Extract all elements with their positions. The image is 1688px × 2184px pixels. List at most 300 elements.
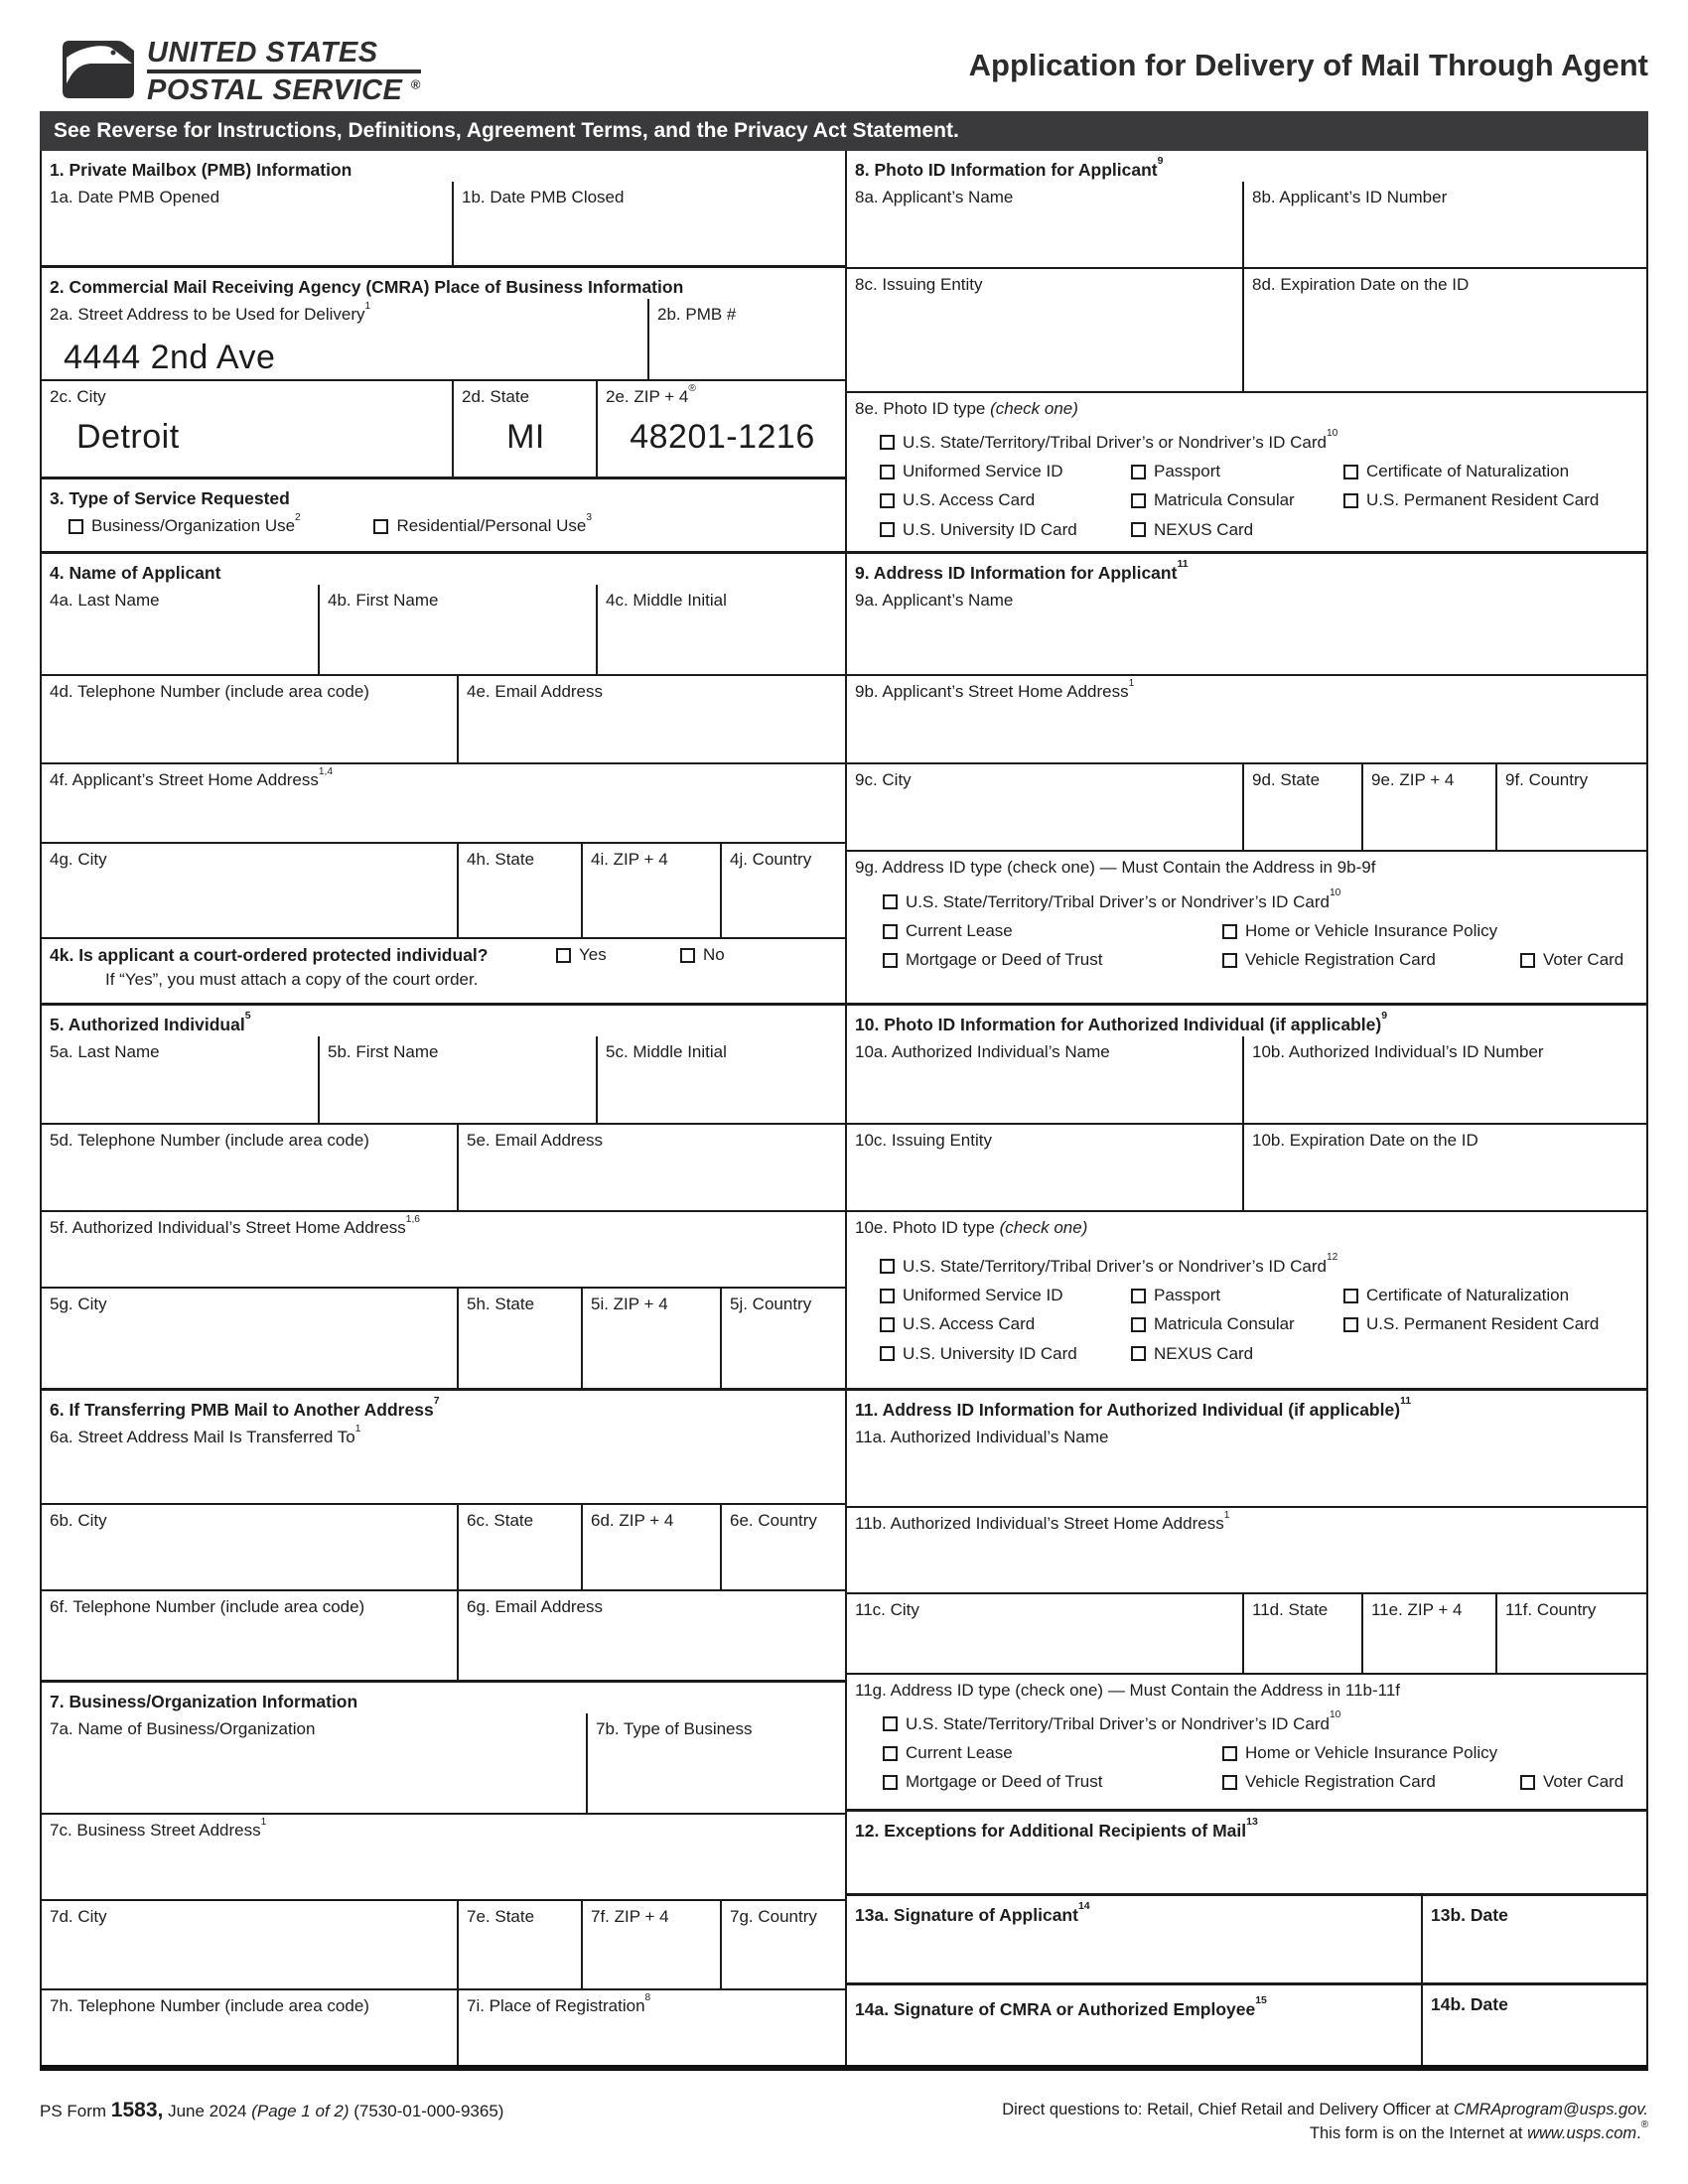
section-7-row-contact: [42, 1988, 845, 2065]
label-11d: 11d. State: [1252, 1600, 1329, 1620]
section-6-transfer-address: [42, 1388, 845, 1680]
section-4-title: 4. Name of Applicant: [50, 563, 221, 583]
section-9-address-id-applicant: [847, 551, 1646, 1003]
registered-mark-icon: ®: [410, 76, 421, 92]
checkbox-9g-home-vehicle-insurance[interactable]: [1222, 921, 1497, 941]
checkbox-11g-current-lease[interactable]: [883, 1743, 1222, 1763]
section-2-cmra-information: [42, 265, 845, 477]
field-9a-applicant-name[interactable]: [847, 585, 1646, 674]
section-11-row-address: [847, 1506, 1646, 1592]
field-5j-country[interactable]: [722, 1289, 845, 1388]
section-8-row-2: [847, 267, 1646, 391]
checkbox-8e-uniformed-service-id[interactable]: [880, 462, 1131, 481]
field-6a-street-address[interactable]: [42, 1422, 845, 1503]
field-9g-address-id-type: [847, 852, 1646, 1003]
section-3-options: [42, 511, 845, 539]
label-6b: 6b. City: [50, 1511, 107, 1531]
label-10b: 10b. Authorized Individual’s ID Number: [1252, 1042, 1544, 1062]
section-10-title: 10. Photo ID Information for Authorized Individual (if applicable)$^9$: [855, 1010, 1388, 1034]
field-11a-authorized-name[interactable]: [847, 1422, 1646, 1506]
field-7i-place-of-registration[interactable]: [459, 1990, 845, 2065]
checkbox-box: [1520, 1775, 1535, 1790]
checkbox-10e-passport[interactable]: [1131, 1286, 1343, 1305]
label-9g: 9g. Address ID type (check one) — Must Contain the Address in 9b-9f: [855, 858, 1376, 878]
checkbox-10e-nexus-card[interactable]: [1131, 1344, 1253, 1364]
field-4e-email[interactable]: [459, 676, 845, 762]
checkbox-box: [1131, 465, 1146, 479]
label-13a: 13a. Signature of Applicant$^{14}$: [855, 1900, 1090, 1925]
field-10a-authorized-name[interactable]: [847, 1036, 1244, 1123]
field-5i-zip4[interactable]: [583, 1289, 722, 1388]
checkbox-box: [883, 894, 898, 909]
field-2a-street-address[interactable]: [42, 299, 649, 379]
label-7e: 7e. State: [467, 1907, 535, 1927]
checkbox-10e-matricula-consular[interactable]: [1131, 1314, 1343, 1334]
field-7f-zip4[interactable]: [583, 1901, 722, 1988]
section-2-row-2: [42, 379, 845, 477]
section-9-row-city: [847, 762, 1646, 850]
section-7-business-information: [42, 1680, 845, 2065]
page-title: Application for Delivery of Mail Through Agent: [968, 48, 1648, 82]
section-11-row-city: [847, 1592, 1646, 1673]
left-column: [42, 151, 847, 2065]
field-5e-email[interactable]: [459, 1125, 845, 1210]
checkbox-box: [880, 493, 895, 508]
field-9f-country[interactable]: [1497, 764, 1646, 850]
field-8d-expiration-date[interactable]: [1244, 269, 1646, 391]
field-11g-address-id-type: [847, 1675, 1646, 1809]
usps-logo-line1: UNITED STATES: [147, 37, 378, 68]
field-7e-state[interactable]: [459, 1901, 583, 1988]
label-11b: 11b. Authorized Individual’s Street Home Address$^1$: [855, 1509, 1230, 1534]
checkbox-box: [883, 953, 898, 968]
label-9b: 9b. Applicant’s Street Home Address$^1$: [855, 677, 1135, 702]
checkbox-label: U.S. State/Territory/Tribal Driver’s or Nondriver’s ID Card$^{10}$: [906, 1709, 1341, 1733]
section-4-row-city: [42, 842, 845, 937]
label-4f: 4f. Applicant’s Street Home Address$^{1,4}$: [50, 765, 334, 790]
usps-logo-line2: POSTAL SERVICE ®: [147, 74, 421, 107]
checkbox-10e-certificate-of-naturalization[interactable]: [1343, 1286, 1569, 1305]
section-6-title: 6. If Transferring PMB Mail to Another Address$^7$: [50, 1395, 440, 1420]
label-2b: 2b. PMB #: [657, 305, 737, 325]
label-8e: 8e. Photo ID type (check one): [855, 399, 1078, 419]
checkbox-box: [880, 435, 895, 450]
field-7d-city[interactable]: [42, 1901, 459, 1988]
section-2-row-1: [42, 299, 845, 379]
field-9b-street-home-address[interactable]: [847, 676, 1646, 762]
label-5h: 5h. State: [467, 1295, 535, 1314]
section-5-row-name: [42, 1036, 845, 1123]
checkbox-10e-us-access-card[interactable]: [880, 1314, 1131, 1334]
label-5j: 5j. Country: [730, 1295, 812, 1314]
section-11-title: 11. Address ID Information for Authorized Individual (if applicable)$^{11}$: [855, 1395, 1412, 1420]
checkbox-9g-voter-card[interactable]: [1520, 950, 1623, 970]
field-2e-zip4[interactable]: [598, 381, 845, 477]
footer-url: www.usps.com: [1527, 2123, 1637, 2142]
checkbox-box: [1131, 1346, 1146, 1361]
checkbox-8e-passport[interactable]: [1131, 462, 1343, 481]
footer-contact-line2: This form is on the Internet at www.usps.com.®: [1309, 2118, 1648, 2142]
checkbox-label: Residential/Personal Use$^3$: [396, 511, 593, 536]
checkbox-10e-permanent-resident-card[interactable]: [1343, 1314, 1599, 1334]
section-10-row-2: [847, 1123, 1646, 1210]
checkbox-9g-vehicle-registration[interactable]: [1222, 950, 1520, 970]
section-3-title: 3. Type of Service Requested: [50, 488, 290, 508]
checkbox-11g-drivers-id-card[interactable]: [883, 1709, 1341, 1734]
field-9c-city[interactable]: [847, 764, 1244, 850]
checkbox-label: U.S. State/Territory/Tribal Driver’s or Nondriver’s ID Card$^{10}$: [903, 428, 1338, 452]
label-4k-note: If “Yes”, you must attach a copy of the court order.: [105, 970, 479, 990]
field-4d-telephone[interactable]: [42, 676, 459, 762]
checkbox-4k-yes[interactable]: [556, 945, 680, 965]
label-8c: 8c. Issuing Entity: [855, 275, 983, 295]
checkbox-label: Mortgage or Deed of Trust: [906, 950, 1103, 970]
checkbox-label: Passport: [1154, 461, 1221, 480]
footer-page-indicator: (Page 1 of 2): [251, 2102, 350, 2120]
label-8d: 8d. Expiration Date on the ID: [1252, 275, 1470, 295]
form-footer: [40, 2071, 1648, 2146]
field-11b-street-home-address[interactable]: [847, 1508, 1646, 1592]
field-6f-telephone[interactable]: [42, 1591, 459, 1680]
right-column: [847, 151, 1646, 2065]
field-6c-state[interactable]: [459, 1505, 583, 1589]
checkbox-box: [880, 522, 895, 537]
label-5b: 5b. First Name: [328, 1042, 439, 1062]
checkbox-8e-university-id-card[interactable]: [880, 520, 1131, 540]
field-9d-state[interactable]: [1244, 764, 1363, 850]
label-5g: 5g. City: [50, 1295, 107, 1314]
checkbox-label: Home or Vehicle Insurance Policy: [1245, 1742, 1498, 1762]
section-9-row-address: [847, 674, 1646, 762]
checkbox-box: [883, 924, 898, 939]
field-5h-state[interactable]: [459, 1289, 583, 1388]
section-7-row-name: [42, 1713, 845, 1813]
field-7c-business-street-address[interactable]: [42, 1815, 845, 1899]
footer-contact-line1: Direct questions to: Retail, Chief Retail and Delivery Officer at CMRAprogram@usps.gov.: [1002, 2101, 1648, 2118]
checkbox-box: [373, 519, 388, 534]
label-2a: 2a. Street Address to be Used for Delivery$^1$: [50, 300, 371, 325]
checkbox-box: [1343, 1317, 1358, 1332]
label-10a: 10a. Authorized Individual’s Name: [855, 1042, 1110, 1062]
field-4f-street-home-address[interactable]: [42, 764, 845, 842]
section-9-title: 9. Address ID Information for Applicant$^{11}$: [855, 558, 1189, 583]
section-10-photo-id-authorized: [847, 1003, 1646, 1388]
label-10e: 10e. Photo ID type (check one): [855, 1218, 1088, 1238]
checkbox-10e-drivers-id-card[interactable]: [880, 1252, 1338, 1277]
field-4h-state[interactable]: [459, 844, 583, 937]
checkbox-label: Matricula Consular: [1154, 1314, 1295, 1334]
field-1a-date-pmb-opened[interactable]: [42, 182, 454, 265]
field-8a-applicant-name[interactable]: [847, 182, 1244, 267]
label-7c: 7c. Business Street Address$^1$: [50, 1816, 267, 1841]
label-9c: 9c. City: [855, 770, 912, 790]
label-7i: 7i. Place of Registration$^8$: [467, 1991, 651, 2016]
field-13a-signature-of-applicant[interactable]: [847, 1896, 1423, 1982]
section-11-row-name: [847, 1422, 1646, 1506]
label-1a: 1a. Date PMB Opened: [50, 188, 220, 207]
checkbox-label: U.S. State/Territory/Tribal Driver’s or Nondriver’s ID Card$^{12}$: [903, 1252, 1338, 1276]
section-4-row-address: [42, 762, 845, 842]
section-3-type-of-service: [42, 477, 845, 551]
label-4c: 4c. Middle Initial: [606, 591, 727, 611]
field-5g-city[interactable]: [42, 1289, 459, 1388]
label-11f: 11f. Country: [1505, 1600, 1597, 1620]
label-6e: 6e. Country: [730, 1511, 817, 1531]
field-7a-business-name[interactable]: [42, 1713, 588, 1813]
checkbox-label: NEXUS Card: [1154, 1343, 1254, 1363]
checkbox-8e-permanent-resident-card[interactable]: [1343, 490, 1599, 510]
checkbox-10e-university-id-card[interactable]: [880, 1344, 1131, 1364]
checkbox-11g-mortgage-deed[interactable]: [883, 1772, 1222, 1792]
label-9a: 9a. Applicant’s Name: [855, 591, 1014, 611]
field-11d-state[interactable]: [1244, 1594, 1363, 1673]
label-14a: 14a. Signature of CMRA or Authorized Employee$^{15}$: [855, 1994, 1267, 2019]
checkbox-box: [1520, 953, 1535, 968]
section-4-row-protected: [42, 937, 845, 1003]
checkbox-label: Certificate of Naturalization: [1366, 1285, 1570, 1304]
section-14-cmra-signature: [847, 1982, 1646, 2065]
footer-ps-form: PS Form: [40, 2102, 111, 2120]
checkbox-11g-vehicle-registration[interactable]: [1222, 1772, 1520, 1792]
footer-form-date: June 2024: [163, 2102, 252, 2120]
field-14a-signature-of-cmra[interactable]: [847, 1985, 1423, 2065]
label-4h: 4h. State: [467, 850, 535, 870]
section-12-title: 12. Exceptions for Additional Recipients of Mail$^{13}$: [855, 1816, 1258, 1841]
label-1b: 1b. Date PMB Closed: [462, 188, 625, 207]
checkbox-box: [1343, 465, 1358, 479]
checkbox-box: [880, 465, 895, 479]
label-4b: 4b. First Name: [328, 591, 439, 611]
checkbox-box: [880, 1317, 895, 1332]
instructions-banner: See Reverse for Instructions, Definitions, Agreement Terms, and the Privacy Act Statement.: [40, 111, 1648, 151]
checkbox-residential-personal-use[interactable]: [373, 511, 593, 536]
checkbox-8e-drivers-id-card[interactable]: [880, 428, 1338, 453]
section-5-title: 5. Authorized Individual$^5$: [50, 1010, 251, 1034]
section-9-row-types: [847, 850, 1646, 1003]
checkbox-10e-uniformed-service-id[interactable]: [880, 1286, 1131, 1305]
label-6g: 6g. Email Address: [467, 1597, 604, 1617]
label-7a: 7a. Name of Business/Organization: [50, 1719, 316, 1739]
checkbox-label: Yes: [579, 945, 607, 965]
label-4d: 4d. Telephone Number (include area code): [50, 682, 369, 702]
field-2d-value: MI: [506, 417, 545, 456]
checkbox-box: [1343, 493, 1358, 508]
field-5a-last-name[interactable]: [42, 1036, 320, 1123]
checkbox-label: Business/Organization Use$^2$: [91, 511, 301, 536]
label-6c: 6c. State: [467, 1511, 534, 1531]
checkbox-9g-current-lease[interactable]: [883, 921, 1222, 941]
checkbox-box: [556, 948, 571, 963]
label-2c: 2c. City: [50, 387, 106, 407]
checkbox-box: [1131, 493, 1146, 508]
field-6e-country[interactable]: [722, 1505, 845, 1589]
checkbox-9g-drivers-id-card[interactable]: [883, 887, 1341, 912]
checkbox-label: Vehicle Registration Card: [1245, 1772, 1436, 1792]
label-5f: 5f. Authorized Individual’s Street Home Address$^{1,6}$: [50, 1213, 420, 1238]
field-2c-city[interactable]: [42, 381, 454, 477]
checkbox-box: [1131, 1317, 1146, 1332]
form-id-line: [40, 2099, 503, 2146]
field-5c-middle-initial[interactable]: [598, 1036, 845, 1123]
field-1b-date-pmb-closed[interactable]: [454, 182, 845, 265]
field-2b-pmb-number[interactable]: [649, 299, 845, 379]
field-4a-last-name[interactable]: [42, 585, 320, 674]
label-11c: 11c. City: [855, 1600, 919, 1620]
section-10-row-types: [847, 1210, 1646, 1388]
label-7b: 7b. Type of Business: [596, 1719, 753, 1739]
section-8-row-1: [847, 182, 1646, 267]
checkbox-label: Voter Card: [1543, 1772, 1624, 1792]
label-11e: 11e. ZIP + 4: [1371, 1600, 1463, 1620]
label-11g: 11g. Address ID type (check one) — Must Contain the Address in 11b-11f: [855, 1681, 1401, 1701]
footer-form-number: 1583,: [110, 2099, 164, 2121]
checkbox-label: U.S. State/Territory/Tribal Driver’s or Nondriver’s ID Card$^{10}$: [906, 887, 1341, 911]
label-5a: 5a. Last Name: [50, 1042, 160, 1062]
checkbox-label: U.S. Access Card: [903, 1314, 1036, 1334]
label-14b: 14b. Date: [1431, 1994, 1508, 2014]
label-9f: 9f. Country: [1505, 770, 1589, 790]
checkbox-label: NEXUS Card: [1154, 519, 1254, 539]
section-2-title: 2. Commercial Mail Receiving Agency (CMRA) Place of Business Information: [50, 277, 684, 297]
usps-logo: [60, 38, 421, 106]
field-10e-photo-id-type: [847, 1212, 1646, 1388]
field-10b-id-number[interactable]: [1244, 1036, 1646, 1123]
section-5-row-address: [42, 1210, 845, 1287]
label-6a: 6a. Street Address Mail Is Transferred To$^1$: [50, 1423, 361, 1447]
label-4e: 4e. Email Address: [467, 682, 604, 702]
checkbox-box: [1222, 924, 1237, 939]
field-7b-type-of-business[interactable]: [588, 1713, 845, 1813]
checkbox-box: [883, 1775, 898, 1790]
field-2a-value: 4444 2nd Ave: [64, 338, 276, 376]
section-6-row-address: [42, 1422, 845, 1503]
field-5b-first-name[interactable]: [320, 1036, 598, 1123]
label-7h: 7h. Telephone Number (include area code): [50, 1996, 369, 2016]
field-8b-id-number[interactable]: [1244, 182, 1646, 267]
field-10c-issuing-entity[interactable]: [847, 1125, 1244, 1210]
label-6f: 6f. Telephone Number (include area code): [50, 1597, 365, 1617]
section-10-row-1: [847, 1036, 1646, 1123]
label-8b: 8b. Applicant’s ID Number: [1252, 188, 1448, 207]
field-6d-zip4[interactable]: [583, 1505, 722, 1589]
usps-logo-rule: [147, 69, 421, 73]
section-11-row-types: [847, 1673, 1646, 1809]
field-7h-telephone[interactable]: [42, 1990, 459, 2065]
checkbox-label: Uniformed Service ID: [903, 1285, 1063, 1304]
checkbox-label: Vehicle Registration Card: [1245, 950, 1436, 970]
checkbox-4k-no[interactable]: [680, 945, 725, 965]
label-11a: 11a. Authorized Individual’s Name: [855, 1428, 1109, 1447]
checkbox-8e-matricula-consular[interactable]: [1131, 490, 1343, 510]
label-7g: 7g. Country: [730, 1907, 817, 1927]
section-13-row: [847, 1896, 1646, 1982]
footer-contact: [1002, 2099, 1648, 2146]
label-7d: 7d. City: [50, 1907, 107, 1927]
registered-mark-icon: ®: [1640, 2118, 1648, 2130]
checkbox-box: [1222, 953, 1237, 968]
field-11e-zip4[interactable]: [1363, 1594, 1497, 1673]
label-9d: 9d. State: [1252, 770, 1321, 790]
label-9e: 9e. ZIP + 4: [1371, 770, 1455, 790]
checkbox-9g-mortgage-deed[interactable]: [883, 950, 1222, 970]
checkbox-label: Matricula Consular: [1154, 490, 1295, 510]
field-6g-email[interactable]: [459, 1591, 845, 1680]
field-4j-country[interactable]: [722, 844, 845, 937]
checkbox-8e-certificate-of-naturalization[interactable]: [1343, 462, 1569, 481]
label-5c: 5c. Middle Initial: [606, 1042, 727, 1062]
label-4j: 4j. Country: [730, 850, 812, 870]
checkbox-label: Home or Vehicle Insurance Policy: [1245, 920, 1498, 940]
checkbox-box: [1343, 1289, 1358, 1303]
label-4i: 4i. ZIP + 4: [591, 850, 668, 870]
checkbox-11g-voter-card[interactable]: [1520, 1772, 1623, 1792]
field-8c-issuing-entity[interactable]: [847, 269, 1244, 391]
form-header: [0, 0, 1688, 111]
label-13b: 13b. Date: [1431, 1905, 1508, 1925]
checkbox-label: Current Lease: [906, 920, 1013, 940]
field-4c-middle-initial[interactable]: [598, 585, 845, 674]
field-5f-street-home-address[interactable]: [42, 1212, 845, 1287]
field-2c-value: Detroit: [76, 417, 180, 456]
usps-eagle-icon: [60, 39, 137, 105]
checkbox-box: [1131, 1289, 1146, 1303]
field-11f-country[interactable]: [1497, 1594, 1646, 1673]
form-grid: [40, 151, 1648, 2071]
field-14b-date[interactable]: [1423, 1985, 1646, 2065]
checkbox-label: Certificate of Naturalization: [1366, 461, 1570, 480]
checkbox-label: U.S. University ID Card: [903, 1343, 1077, 1363]
field-4b-first-name[interactable]: [320, 585, 598, 674]
field-2d-state[interactable]: [454, 381, 598, 477]
checkbox-label: No: [703, 945, 725, 965]
checkbox-box: [883, 1746, 898, 1761]
field-8e-photo-id-type: [847, 393, 1646, 551]
checkbox-box: [1222, 1746, 1237, 1761]
checkbox-box: [680, 948, 695, 963]
section-6-row-contact: [42, 1589, 845, 1680]
checkbox-label: Mortgage or Deed of Trust: [906, 1772, 1103, 1792]
section-8-photo-id-applicant: [847, 151, 1646, 551]
checkbox-11g-home-vehicle-insurance[interactable]: [1222, 1743, 1497, 1763]
checkbox-box: [883, 1716, 898, 1731]
checkbox-8e-nexus-card[interactable]: [1131, 520, 1253, 540]
field-13b-date[interactable]: [1423, 1896, 1646, 1982]
label-4k-question: 4k. Is applicant a court-ordered protected individual?: [50, 945, 489, 966]
field-4i-zip4[interactable]: [583, 844, 722, 937]
checkbox-8e-us-access-card[interactable]: [880, 490, 1131, 510]
label-6d: 6d. ZIP + 4: [591, 1511, 674, 1531]
section-12-exceptions[interactable]: [847, 1809, 1646, 1893]
field-4g-city[interactable]: [42, 844, 459, 937]
field-10d-expiration-date[interactable]: [1244, 1125, 1646, 1210]
checkbox-business-organization-use[interactable]: [69, 511, 369, 536]
footer-email: CMRAprogram@usps.gov.: [1453, 2101, 1648, 2118]
field-7g-country[interactable]: [722, 1901, 845, 1988]
section-14-row: [847, 1985, 1646, 2065]
label-10c: 10c. Issuing Entity: [855, 1131, 992, 1151]
checkbox-label: U.S. Access Card: [903, 490, 1036, 510]
field-6b-city[interactable]: [42, 1505, 459, 1589]
footer-stock-number: (7530-01-000-9365): [349, 2102, 504, 2120]
section-5-row-contact: [42, 1123, 845, 1210]
field-5d-telephone[interactable]: [42, 1125, 459, 1210]
field-9e-zip4[interactable]: [1363, 764, 1497, 850]
section-7-title: 7. Business/Organization Information: [50, 1692, 358, 1711]
section-7-row-city: [42, 1899, 845, 1988]
section-1-pmb-information: [42, 151, 845, 265]
field-11c-city[interactable]: [847, 1594, 1244, 1673]
section-6-row-city: [42, 1503, 845, 1589]
